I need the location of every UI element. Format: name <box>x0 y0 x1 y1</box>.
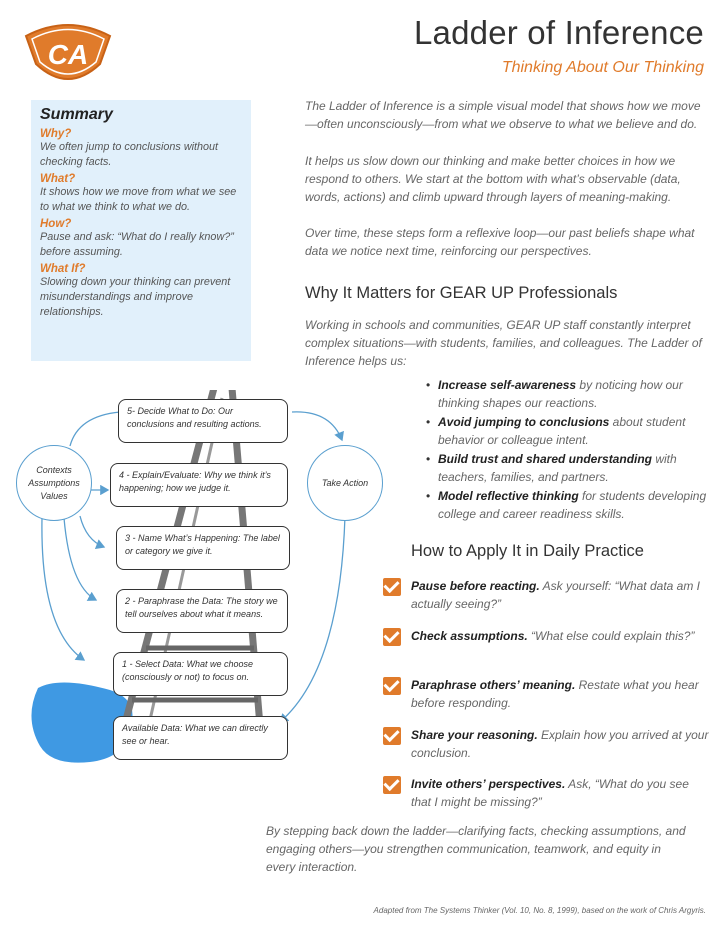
list-item: • Avoid jumping to conclusions about student behavior or colleague intent. <box>424 413 714 449</box>
rung-5-box: 5- Decide What to Do: Our conclusions and resulting actions. <box>118 399 288 443</box>
summary-what-text: It shows how we move from what we see to what we think to what we do. <box>40 186 237 213</box>
arrow-left-2 <box>80 516 104 547</box>
summary-heading: Summary <box>40 106 113 123</box>
why-intro: Working in schools and communities, GEAR UP staff constantly interpret complex situations—with students, families, and colleagues. The Ladder of Inference helps us: <box>305 318 702 368</box>
rung-3-box: 3 - Name What’s Happening: The label or category we give it. <box>116 526 290 570</box>
intro-paragraph-3: Over time, these steps form a reflexive loop—our past beliefs shape what data we notice next time, reinforcing our perspectives. <box>305 226 695 258</box>
checkbox-icon <box>383 628 401 646</box>
intro-paragraph-2: It helps us slow down our thinking and make better choices in how we respond to others. We start at the bottom with what’s observable (data, words, actions) and climb upward through layers of meaning-making. <box>305 154 681 204</box>
list-item: • Model reflective thinking for students developing college and career readiness skills. <box>424 487 714 523</box>
summary-whatif-text: Slowing down your thinking can prevent misunderstandings and improve relationships. <box>40 276 231 318</box>
apply-step: Paraphrase others’ meaning. Restate what you hear before responding. <box>383 676 713 726</box>
arrow-top-right <box>292 412 342 440</box>
rung-4-box: 4 - Explain/Evaluate: Why we think it’s happening; how we judge it. <box>110 463 288 507</box>
summary-how-text: Pause and ask: “What do I really know?” before assuming. <box>40 231 234 258</box>
apply-step: Pause before reacting. Ask yourself: “What data am I actually seeing?” <box>383 577 713 627</box>
ladder-rail-right <box>232 390 262 750</box>
rung-2-box: 2 - Paraphrase the Data: The story we tell ourselves about what it means. <box>116 589 288 633</box>
arrow-top-left <box>70 412 120 446</box>
apply-step: Share your reasoning. Explain how you arrived at your conclusion. <box>383 726 713 776</box>
page-subtitle: Thinking About Our Thinking <box>501 59 704 76</box>
arrow-left-3 <box>64 518 96 600</box>
checkbox-icon <box>383 578 401 596</box>
summary-why-label: Why? <box>40 128 72 140</box>
why-heading: Why It Matters for GEAR UP Professionals <box>305 284 618 302</box>
checkbox-icon <box>383 727 401 745</box>
summary-what-label: What? <box>40 173 76 185</box>
take-action-circle: Take Action <box>307 445 383 521</box>
why-bullet-list <box>424 376 714 524</box>
summary-box <box>31 100 251 361</box>
apply-step: Invite others’ perspectives. Ask, “What do you see that I might be missing?” <box>383 775 713 825</box>
summary-why-text: We often jump to conclusions without checking facts. <box>40 141 219 168</box>
logo-shield-icon <box>22 20 114 86</box>
available-data-box: Available Data: What we can directly see or hear. <box>113 716 288 760</box>
logo <box>22 20 114 86</box>
logo-text: CA <box>47 39 89 70</box>
citation-footer: Adapted from The Systems Thinker (Vol. 10, No. 8, 1999), based on the work of Chris Argyris. <box>373 906 706 915</box>
ladder-rail-left <box>118 390 214 750</box>
apply-steps <box>383 577 713 825</box>
apply-step: Check assumptions. “What else could explain this?” <box>383 627 713 677</box>
list-item: • Build trust and shared understanding with teachers, families, and partners. <box>424 450 714 486</box>
checkbox-icon <box>383 677 401 695</box>
intro-paragraph-1: The Ladder of Inference is a simple visual model that shows how we move—often unconsciously—from what we observe to what we believe and do. <box>305 99 701 131</box>
summary-how-label: How? <box>40 218 72 230</box>
page-title: Ladder of Inference <box>413 14 704 51</box>
rung-1-box: 1 - Select Data: What we choose (consciously or not) to focus on. <box>113 652 288 696</box>
list-item: • Increase self-awareness by noticing how our thinking shapes our reactions. <box>424 376 714 412</box>
checkbox-icon <box>383 776 401 794</box>
ladder-diagram <box>0 390 380 810</box>
closing-paragraph: By stepping back down the ladder—clarifying facts, checking assumptions, and engaging others—you strengthen communication, teamwork, and equity in every interaction. <box>266 824 686 874</box>
summary-whatif-label: What If? <box>40 263 86 275</box>
contexts-circle: Contexts Assumptions Values <box>16 445 92 521</box>
apply-heading: How to Apply It in Daily Practice <box>411 542 644 560</box>
arrow-left-4 <box>42 518 84 660</box>
